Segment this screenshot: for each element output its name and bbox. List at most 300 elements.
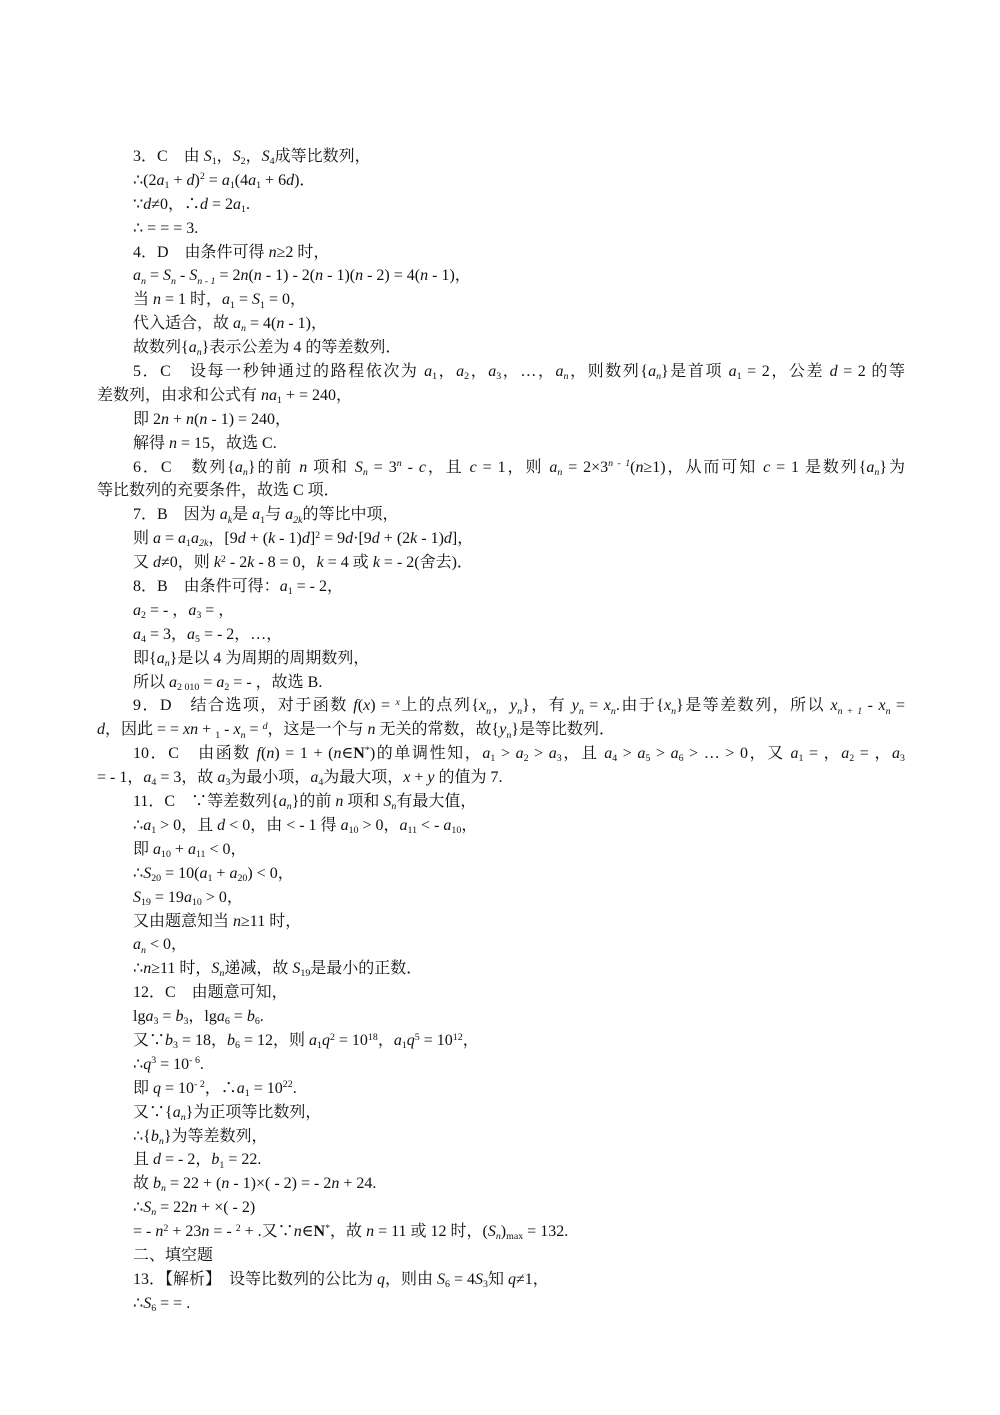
text-run: ∵ <box>133 195 144 213</box>
math-variable: a <box>234 458 243 476</box>
math-variable: y <box>571 697 579 715</box>
text-run: = 0， <box>264 291 307 309</box>
subscript: n <box>196 347 202 359</box>
math-variable: c <box>418 458 426 476</box>
text-run: = <box>235 291 253 309</box>
text-run: 上的点列{ <box>399 697 480 715</box>
text-run: 故 <box>133 1175 154 1193</box>
math-variable: S <box>252 291 261 309</box>
subscript: n + 1 <box>837 705 863 717</box>
math-variable: x <box>363 697 371 715</box>
superscript: n - 1 <box>608 458 631 470</box>
text-run: . <box>245 195 250 213</box>
subscript: 1 <box>215 729 221 741</box>
text-run: 7．B 因为 <box>133 506 220 524</box>
text-run: }是等差数列，所以 <box>676 697 831 715</box>
subscript: 5 <box>194 633 200 645</box>
math-variable: n <box>155 1223 164 1241</box>
text-run: }，有 <box>522 697 572 715</box>
math-variable: a <box>169 673 178 691</box>
math-variable: n <box>299 458 308 476</box>
subscript: n <box>578 705 584 717</box>
math-variable: S <box>261 148 270 165</box>
subscript: 2k <box>293 514 303 526</box>
math-variable: a <box>219 506 228 524</box>
math-variable: d <box>143 195 152 213</box>
text-line <box>97 694 905 718</box>
text-run: ， <box>377 1031 394 1049</box>
text-line <box>97 193 905 217</box>
math-variable: a <box>549 458 558 476</box>
text-run: ， <box>461 816 478 834</box>
math-variable: a <box>188 339 197 357</box>
text-run: )的单调性知， <box>369 745 483 763</box>
math-variable: y <box>499 721 507 739</box>
math-variable: a <box>143 816 152 834</box>
subscript: 10 <box>348 825 359 837</box>
text-run: = 2 <box>215 267 241 285</box>
text-run: = 10 <box>334 1031 368 1049</box>
paragraph <box>97 241 905 265</box>
text-line <box>97 599 905 623</box>
subscript: 2 <box>141 610 146 622</box>
paragraph <box>97 1053 905 1077</box>
text-run: = <box>890 697 906 715</box>
math-variable: q <box>153 1079 162 1097</box>
text-run: = 1 是数列{ <box>770 458 867 476</box>
text-run: ，故 <box>330 1223 367 1241</box>
superscript: * <box>325 1222 331 1234</box>
math-variable: d <box>237 530 246 548</box>
paragraph <box>97 599 905 623</box>
paragraph <box>97 838 905 862</box>
subscript: 3 <box>225 777 231 789</box>
math-variable: d <box>217 816 226 834</box>
math-variable: a <box>236 1079 245 1097</box>
math-variable: a <box>233 315 242 333</box>
text-run: = - 2(舍去)． <box>379 554 473 572</box>
math-variable: a <box>488 363 497 381</box>
superscript: 5 <box>414 1031 420 1043</box>
math-variable: a <box>156 171 165 189</box>
subscript: 1 <box>260 514 266 526</box>
math-variable: a <box>269 386 278 404</box>
text-line <box>97 384 905 408</box>
math-variable: a <box>248 171 257 189</box>
text-run: ∴ <box>133 864 144 882</box>
math-variable: n <box>143 960 152 978</box>
paragraph <box>97 1172 905 1196</box>
paragraph <box>97 408 905 432</box>
math-variable: y <box>510 697 518 715</box>
math-variable: a <box>443 816 452 834</box>
math-variable: a <box>183 888 192 906</box>
text-line <box>97 1029 905 1053</box>
math-variable: n <box>331 1175 340 1193</box>
superscript: 2 <box>315 529 321 541</box>
subscript: n <box>517 705 523 717</box>
math-variable: a <box>648 363 657 381</box>
subscript: n <box>885 705 891 717</box>
subscript: 3 <box>183 1016 189 1028</box>
superscript: 3 <box>151 1055 157 1067</box>
text-run: ≥11 时， <box>151 960 212 978</box>
text-run: = 22 <box>156 1199 190 1217</box>
subscript: k <box>227 514 233 526</box>
subscript: 6 <box>151 1302 157 1314</box>
math-variable: a <box>217 769 226 787</box>
math-variable: S <box>475 1270 484 1288</box>
text-line <box>97 264 905 288</box>
subscript: 3 <box>496 371 502 383</box>
subscript: 1 <box>277 395 282 407</box>
text-run: 递减，故 <box>224 960 293 978</box>
text-run: = <box>145 267 163 285</box>
text-line <box>97 551 905 575</box>
text-run: = 132. <box>523 1223 569 1241</box>
text-run: - 1) <box>275 530 302 548</box>
math-variable: n <box>335 793 344 811</box>
text-run: ∴ <box>133 816 144 834</box>
subscript: n <box>141 944 146 956</box>
math-variable: S <box>162 267 171 285</box>
math-variable: x <box>479 697 487 715</box>
text-line <box>97 671 905 695</box>
math-variable: k <box>213 554 221 572</box>
paragraph <box>97 264 905 288</box>
subscript: n <box>240 729 246 741</box>
text-run: (4 <box>234 171 249 189</box>
subscript: 1 <box>798 753 804 765</box>
text-run: = 4( <box>245 315 277 333</box>
text-run: = 4 或 <box>323 554 373 572</box>
text-run: 则 <box>133 530 154 548</box>
math-variable: a <box>216 673 225 691</box>
text-run: = ， <box>854 745 893 763</box>
text-line <box>97 1077 905 1101</box>
subscript: 3 <box>483 1279 488 1291</box>
math-variable: x <box>603 697 611 715</box>
subscript: 1 <box>207 872 213 884</box>
paragraph <box>97 360 905 408</box>
paragraph <box>97 1244 905 1268</box>
paragraph <box>97 503 905 527</box>
text-run: - <box>401 458 419 476</box>
paragraph <box>97 575 905 599</box>
subscript: 2 <box>240 156 246 168</box>
paragraph <box>97 1292 905 1316</box>
text-run: = 2，公差 <box>741 363 830 381</box>
subscript: 11 <box>195 849 206 860</box>
text-run: 是 <box>232 506 253 524</box>
text-run: ， <box>491 697 511 715</box>
text-run: ，且 <box>425 458 470 476</box>
text-run: ，这是一个与 <box>267 721 368 739</box>
text-run: ，则数列{ <box>568 363 649 381</box>
subscript: 2 <box>523 753 529 765</box>
subscript: 1 <box>186 538 191 550</box>
math-variable: a <box>191 530 199 548</box>
subscript: 6 <box>445 1279 450 1291</box>
math-variable: a <box>548 745 557 763</box>
text-run: + <box>410 769 428 787</box>
subscript: 19 <box>141 896 151 908</box>
text-run: + <box>212 864 230 882</box>
text-run: 与 <box>265 506 286 524</box>
text-run: 13．【解析】 设等比数列的公比为 <box>133 1270 378 1288</box>
superscript: 2 <box>235 1222 241 1234</box>
math-variable: a <box>133 625 141 643</box>
subscript: n <box>610 705 616 717</box>
text-run: = - 1， <box>97 769 144 787</box>
text-run: }为 <box>879 458 905 476</box>
text-line <box>97 1244 905 1268</box>
text-run: = - ， <box>145 601 189 619</box>
math-variable: a <box>222 291 231 309</box>
paragraph <box>97 957 905 981</box>
text-run: + <box>198 721 216 739</box>
text-run: + 24. <box>339 1175 377 1193</box>
text-run: 又∵{ <box>133 1103 173 1121</box>
subscript: n <box>563 371 569 383</box>
subscript: 3 <box>900 753 905 765</box>
text-run: ∴{ <box>133 1127 151 1145</box>
text-line <box>97 910 905 934</box>
text-run: 二、填空题 <box>133 1246 214 1264</box>
math-variable: a <box>790 745 799 763</box>
math-variable: S <box>487 1223 496 1241</box>
paragraph <box>97 694 905 742</box>
math-variable: n <box>161 410 170 428</box>
math-variable: n <box>333 745 342 763</box>
subscript: 2 <box>464 371 470 383</box>
subscript: n <box>158 1135 164 1147</box>
text-run: ，且 <box>561 745 605 763</box>
superscript: 18 <box>367 1031 378 1043</box>
text-run: 4．D 由条件可得 <box>133 243 269 261</box>
math-variable: a <box>178 530 187 548</box>
math-variable: x <box>878 697 886 715</box>
text-run: = 11 或 12 时，( <box>374 1223 488 1241</box>
text-run: ， <box>469 363 489 381</box>
math-variable: S <box>383 793 392 811</box>
math-variable: a <box>393 1031 402 1049</box>
subscript: 1 <box>211 156 217 168</box>
paragraph <box>97 623 905 647</box>
text-line <box>97 479 905 503</box>
math-variable: xn <box>183 721 199 739</box>
subscript: n <box>362 466 368 478</box>
text-run: 代入适合，故 <box>133 315 234 333</box>
text-run: ∴ <box>133 1294 144 1312</box>
paragraph <box>97 1268 905 1292</box>
math-variable: a <box>188 601 197 619</box>
text-run: 是最小的正数． <box>310 960 423 978</box>
paragraph <box>97 862 905 886</box>
text-run: ( <box>260 745 267 763</box>
text-run: 差数列，由求和公式有 <box>97 386 262 404</box>
text-run: = - ，故选 B. <box>229 673 323 691</box>
math-variable: k <box>316 554 324 572</box>
subscript: 11 <box>407 825 418 837</box>
subscript: 1 <box>241 203 246 215</box>
text-run: > 0， <box>201 888 243 906</box>
math-variable: k <box>410 530 418 548</box>
text-line <box>97 1148 905 1172</box>
subscript: n <box>286 801 292 813</box>
math-variable: a <box>399 816 408 834</box>
paragraph <box>97 169 905 193</box>
text-run: = <box>158 1008 176 1026</box>
text-line <box>97 1053 905 1077</box>
subscript: n <box>151 1207 157 1219</box>
text-run: ( <box>248 267 254 285</box>
text-run: ≥11 时， <box>241 912 302 930</box>
text-run: 的等比中项， <box>302 506 399 524</box>
text-run: = 18， <box>177 1031 227 1049</box>
math-variable: a <box>252 506 261 524</box>
subscript: 2 <box>849 753 855 765</box>
math-variable: a <box>172 1103 181 1121</box>
text-run: = <box>199 673 217 691</box>
text-run: ) = 1 + ( <box>274 745 334 763</box>
text-run: }是首项 <box>661 363 729 381</box>
math-variable: n <box>315 267 324 285</box>
paragraph <box>97 886 905 910</box>
answer-text-body <box>97 145 905 1316</box>
text-run: > <box>495 745 516 763</box>
math-variable: d <box>829 363 838 381</box>
math-variable: n <box>169 434 178 452</box>
paragraph <box>97 910 905 934</box>
subscript: n - 1 <box>197 275 216 287</box>
text-line <box>97 408 905 432</box>
text-line <box>97 288 905 312</box>
text-run: 项和 <box>343 793 384 811</box>
text-line <box>97 957 905 981</box>
math-variable: k <box>247 554 255 572</box>
text-run: 9．D 结合选项，对于函数 <box>133 697 354 715</box>
text-run: = 10 <box>419 1031 453 1049</box>
subscript: 20 <box>151 872 162 884</box>
math-variable: x <box>663 697 672 715</box>
subscript: 3 <box>153 1016 159 1028</box>
text-run: + <box>169 171 187 189</box>
text-run: ( <box>630 458 636 476</box>
text-line <box>97 169 905 193</box>
superscript: x <box>395 697 400 709</box>
math-variable: a <box>456 363 465 381</box>
text-run: + 23 <box>168 1223 202 1241</box>
text-run: > <box>528 745 549 763</box>
paragraph <box>97 1077 905 1101</box>
subscript: n <box>671 705 677 717</box>
text-run: < - <box>417 816 444 834</box>
text-line <box>97 862 905 886</box>
text-run: ∴ <box>133 960 144 978</box>
text-run: - <box>220 721 234 739</box>
text-run: = <box>583 697 604 715</box>
subscript: 4 <box>612 753 618 765</box>
text-run: 即 <box>133 1079 154 1097</box>
math-variable: n <box>635 458 644 476</box>
math-variable: d <box>286 171 295 189</box>
text-run: = 1 时， <box>161 291 223 309</box>
math-variable: d <box>345 530 354 548</box>
text-run: 10．C 由函数 <box>133 745 257 763</box>
subscript: 2 <box>224 681 230 693</box>
math-variable: f <box>256 745 261 763</box>
math-variable: x <box>233 721 241 739</box>
subscript: n <box>180 1111 186 1123</box>
paragraph <box>97 981 905 1005</box>
text-run: > <box>650 745 671 763</box>
paragraph <box>97 217 905 241</box>
math-variable: a <box>670 745 679 763</box>
text-run: > … > 0，又 <box>683 745 791 763</box>
text-run: - 1) <box>417 530 444 548</box>
math-variable: S <box>189 267 198 285</box>
math-variable: a <box>233 195 242 213</box>
text-run: ] <box>309 530 316 548</box>
text-run: - 1) - 2( <box>261 267 316 285</box>
math-variable: d <box>301 530 310 548</box>
subscript: n <box>219 968 225 980</box>
subscript: n <box>164 657 170 669</box>
math-variable: a <box>278 793 287 811</box>
math-variable: n <box>201 1223 210 1241</box>
math-variable: a <box>515 745 524 763</box>
math-variable: n <box>420 267 429 285</box>
math-variable: a <box>424 363 433 381</box>
text-run: = 10 <box>156 1055 190 1073</box>
text-line <box>97 766 905 790</box>
math-variable: a <box>310 769 319 787</box>
math-variable: n <box>266 745 275 763</box>
subscript: n <box>486 705 492 717</box>
superscript: * <box>364 744 370 756</box>
text-line <box>97 575 905 599</box>
subscript: max <box>506 1231 524 1243</box>
superscript: - 2 <box>194 1079 205 1091</box>
math-variable: S <box>292 960 301 978</box>
subscript: n <box>557 466 563 478</box>
text-run: = 1，则 <box>476 458 550 476</box>
text-run: - <box>175 267 190 285</box>
text-run: ， <box>462 1031 479 1049</box>
subscript: 1 <box>490 753 496 765</box>
text-run: ) < 0， <box>247 864 294 882</box>
text-run: 即 2 <box>133 410 162 428</box>
text-run: }的前 <box>291 793 336 811</box>
text-run: ) <box>194 171 200 189</box>
paragraph <box>97 312 905 336</box>
math-variable: a <box>199 864 208 882</box>
math-variable: a <box>186 625 195 643</box>
text-run: - 2 <box>225 554 248 572</box>
subscript: 6 <box>678 753 684 765</box>
superscript: 2 <box>329 1031 335 1043</box>
paragraph <box>97 1005 905 1029</box>
text-run: ]， <box>451 530 474 548</box>
text-run: - 2) = 4( <box>363 267 421 285</box>
text-run: = 3， <box>145 625 187 643</box>
text-run: }为等差数列， <box>163 1127 268 1145</box>
paragraph <box>97 336 905 360</box>
math-variable: b <box>150 1127 159 1145</box>
text-run: = 15，故选 C. <box>177 434 277 452</box>
math-variable: S <box>437 1270 446 1288</box>
